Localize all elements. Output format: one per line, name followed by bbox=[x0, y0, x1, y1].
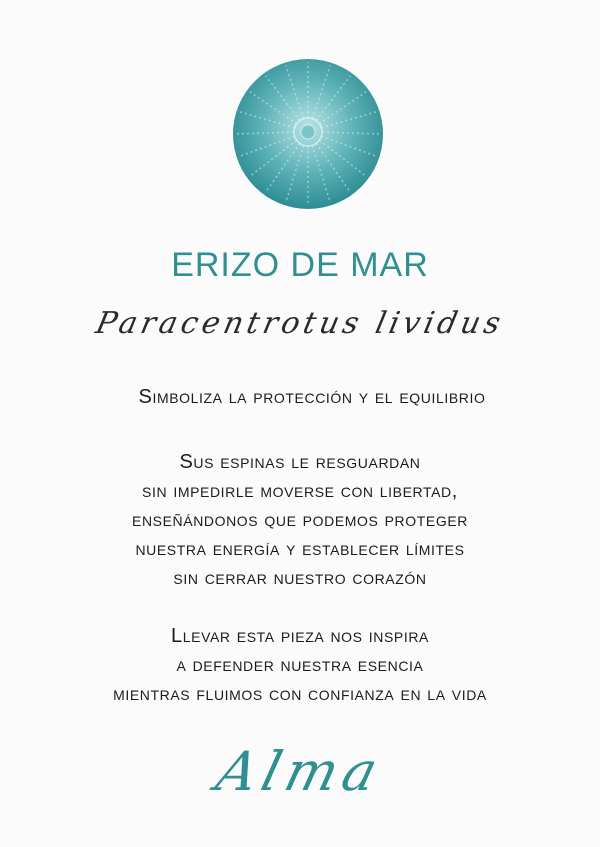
paragraph-2-line: mientras fluimos con confianza en la vida bbox=[113, 683, 487, 705]
brand-signature: Alma bbox=[210, 740, 390, 803]
paragraph-1-line: nuestra energía y establecer límites bbox=[135, 538, 465, 560]
paragraph-2-line: Llevar esta pieza nos inspira bbox=[171, 625, 429, 647]
paragraph-2-line: a defender nuestra esencia bbox=[176, 654, 424, 676]
paragraph-1-line: sin impedirle moverse con libertad, bbox=[142, 480, 458, 502]
paragraph-1-line: enseñándonos que podemos proteger bbox=[132, 509, 468, 531]
scientific-name: Paracentrotus lividus bbox=[92, 306, 508, 341]
paragraph-1-line: Sus espinas le resguardan bbox=[179, 451, 421, 473]
tagline: Simboliza la protección y el equilibrio bbox=[138, 386, 486, 408]
sea-urchin-icon bbox=[232, 58, 384, 210]
page-title: ERIZO DE MAR bbox=[171, 246, 429, 284]
paragraph-1-line: sin cerrar nuestro corazón bbox=[173, 567, 427, 589]
